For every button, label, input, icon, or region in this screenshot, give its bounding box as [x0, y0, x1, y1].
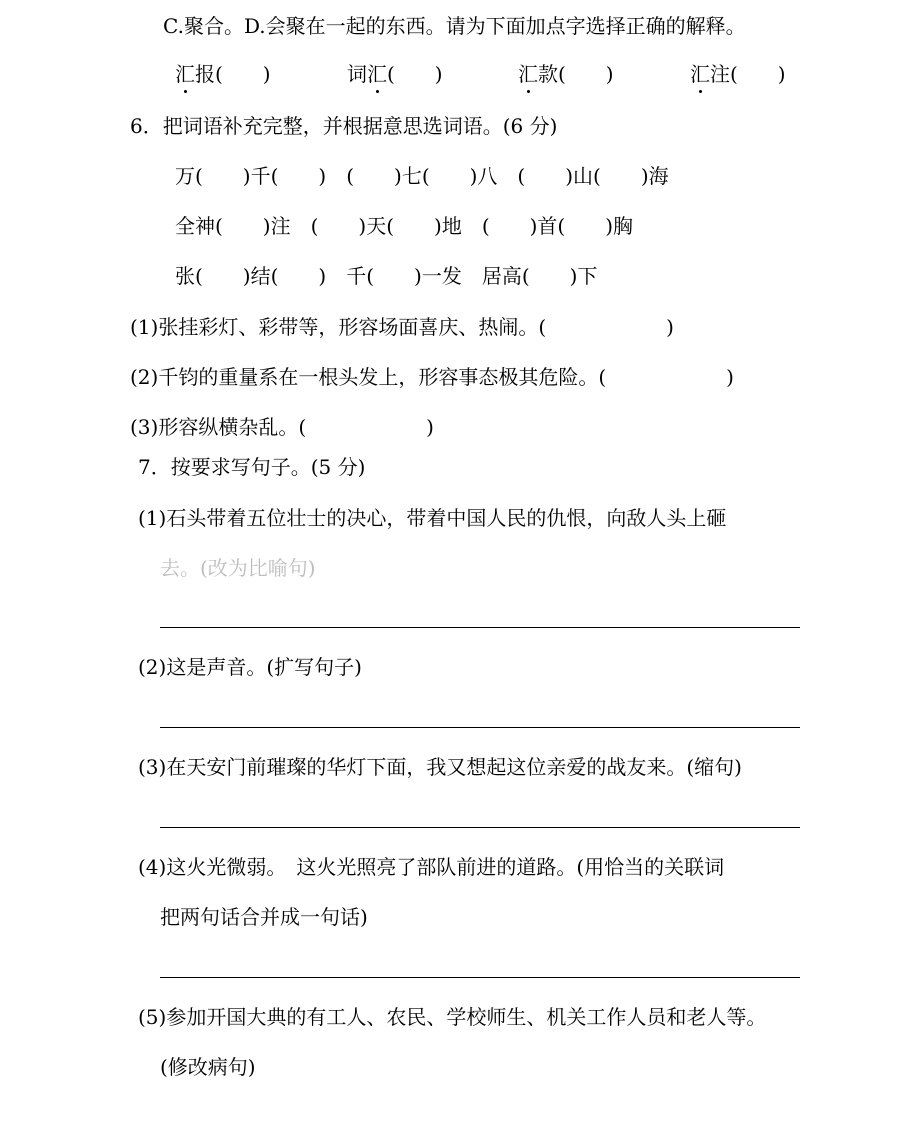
q5-word-4: 汇注( ) — [690, 59, 786, 89]
q6-idiom-row-2: 全神( )注 ( )天( )地 ( )首( )胸 — [175, 214, 634, 238]
answer-line — [160, 827, 800, 828]
q6-item-3: (3)形容纵横杂乱。( ) — [130, 415, 434, 439]
q6-item-2: (2)千钧的重量系在一根头发上，形容事态极其危险。( ) — [130, 365, 734, 389]
q7-item-3: (3)在天安门前璀璨的华灯下面，我又想起这位亲爱的战友来。(缩句) — [138, 755, 742, 779]
q6-item-1: (1)张挂彩灯、彩带等，形容场面喜庆、热闹。( ) — [130, 315, 674, 339]
q6-title: 6．把词语补充完整，并根据意思选词语。(6 分) — [130, 114, 558, 138]
q7-item-2: (2)这是声音。(扩写句子) — [138, 655, 362, 679]
dotted-character: 汇 — [518, 59, 538, 89]
answer-line — [160, 727, 800, 728]
q5-explanation-text: C.聚合。D.会聚在一起的东西。请为下面加点字选择正确的解释。 — [163, 14, 746, 38]
q5-word-3: 汇款( ) — [518, 59, 614, 89]
q7-item-1-line-1: (1)石头带着五位壮士的决心，带着中国人民的仇恨，向敌人头上砸 — [138, 506, 727, 530]
q7-item-5-line-1: (5)参加开国大典的有工人、农民、学校师生、机关工作人员和老人等。 — [138, 1005, 767, 1029]
dotted-character: 汇 — [690, 59, 710, 89]
q7-item-5-line-2: (修改病句) — [160, 1055, 256, 1079]
dotted-character: 汇 — [367, 59, 387, 89]
q7-item-1-line-2: 去。(改为比喻句) — [160, 556, 316, 580]
q6-idiom-row-1: 万( )千( ) ( )七( )八 ( )山( )海 — [175, 164, 669, 188]
q5-word-2: 词汇( ) — [347, 59, 443, 89]
q7-item-4-line-1: (4)这火光微弱。 这火光照亮了部队前进的道路。(用恰当的关联词 — [138, 855, 725, 879]
q7-item-4-line-2: 把两句话合并成一句话) — [160, 905, 368, 929]
q6-idiom-row-3: 张( )结( ) 千( )一发 居高( )下 — [175, 264, 598, 288]
q5-word-1: 汇报( ) — [175, 59, 271, 89]
answer-line — [160, 627, 800, 628]
q7-title: 7．按要求写句子。(5 分) — [138, 455, 366, 479]
dotted-character: 汇 — [175, 59, 195, 89]
answer-line — [160, 977, 800, 978]
